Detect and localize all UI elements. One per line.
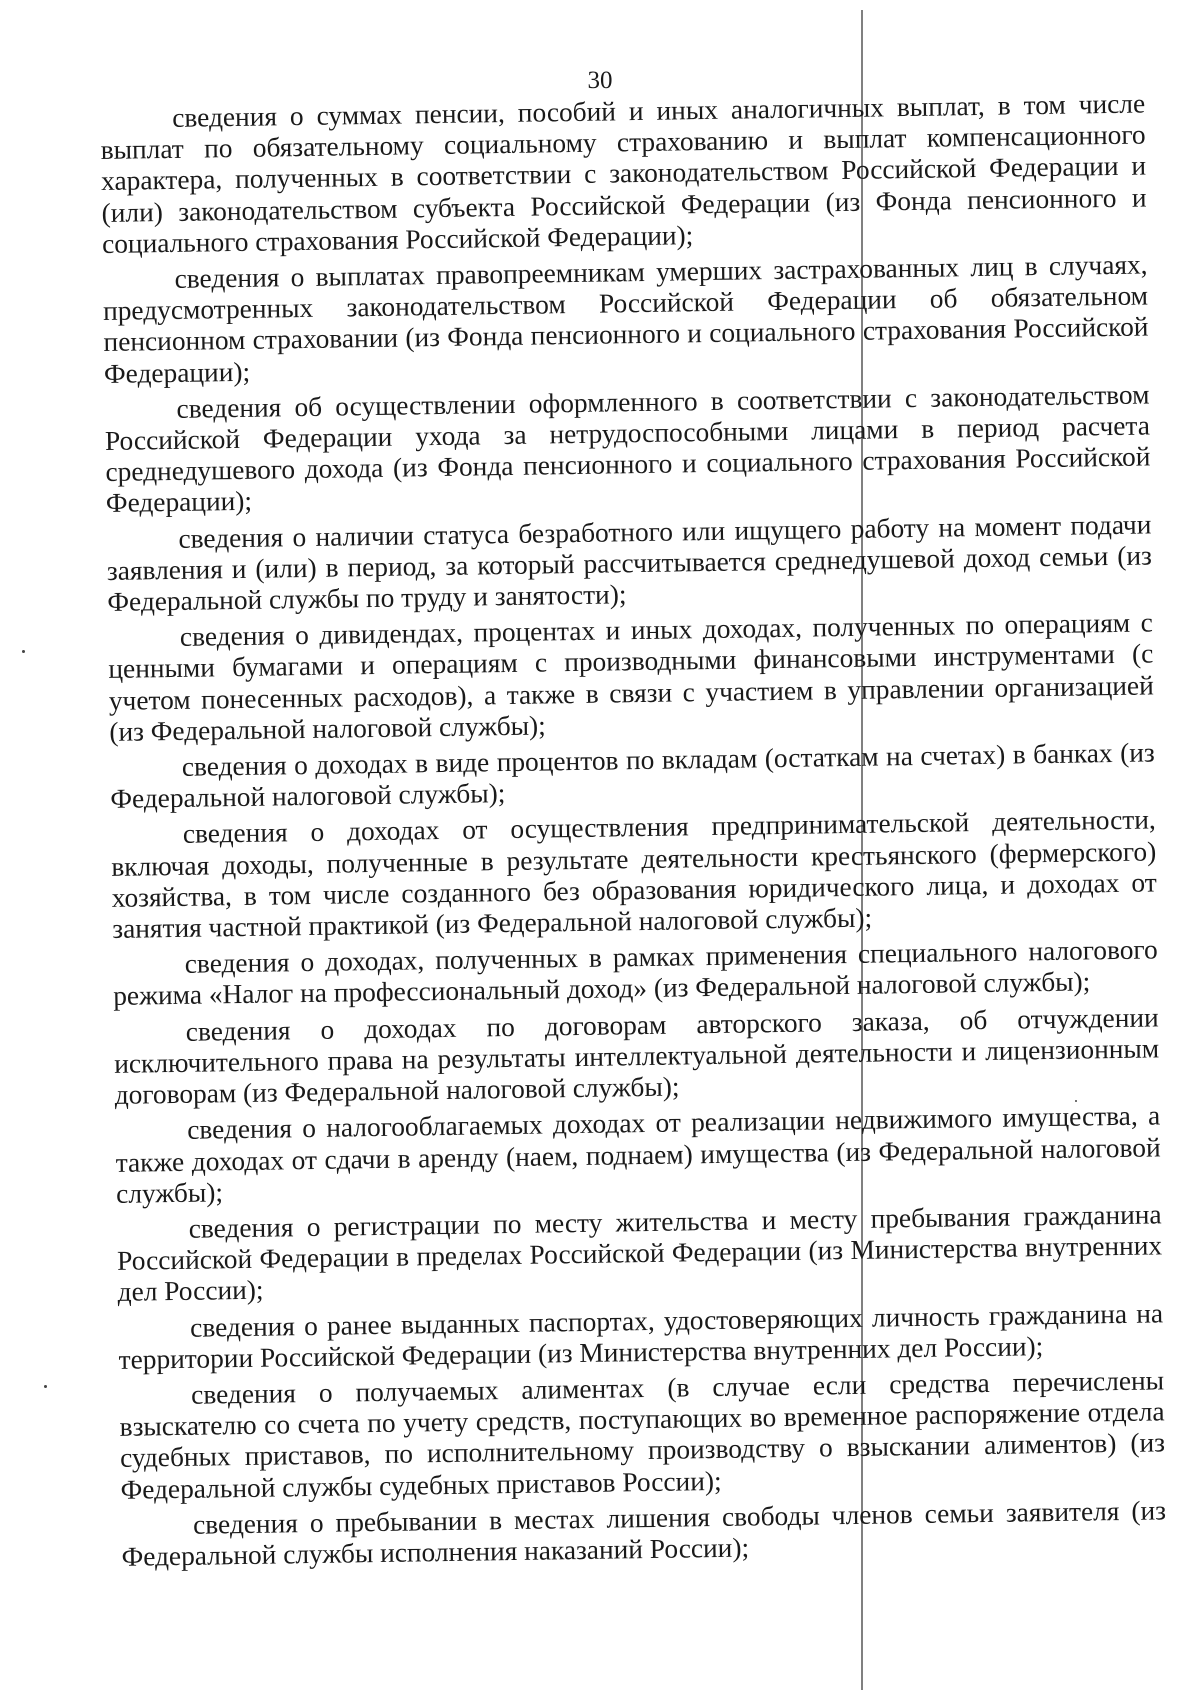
document-body: [100, 88, 1167, 1577]
paragraph: сведения об осуществлении оформленного в соответствии с законодательством Российской Федерации ухода за нетрудоспособными лицами в период расчета среднедушевого дохода (из Фонда пенсионного и социального страхования Российской Федерации);: [104, 379, 1151, 519]
paragraph: сведения о доходах в виде процентов по вкладам (остаткам на счетах) в банках (из Федеральной налоговой службы);: [110, 737, 1155, 815]
scan-speck: [22, 650, 25, 653]
paragraph: сведения о доходах, полученных в рамках применения специального налогового режима «Налог на профессиональный доход» (из Федеральной налоговой службы);: [113, 934, 1158, 1012]
page-number: 30: [587, 67, 613, 94]
paragraph: сведения о пребывании в местах лишения свободы членов семьи заявителя (из Федеральной службы исполнения наказаний России);: [121, 1495, 1167, 1572]
paragraph: сведения о ранее выданных паспортах, удостоверяющих личность гражданина на территории Российской Федерации (из Министерства внутренних дел России);: [118, 1297, 1164, 1375]
paragraph: сведения о доходах от осуществления предпринимательской деятельности, включая доходы, полученные в результате деятельности крестьянского (фермерского) хозяйства, в том числе созданного без образования юридического лица, и доходах от занятия частной практикой (из Федеральной налоговой службы);: [111, 804, 1157, 944]
paragraph: сведения о выплатах правопреемникам умерших застрахованных лиц в случаях, предусмотренных законодательством Российской Федерации об обязательном пенсионном страховании (из Фонда пенсионного и социального страхования Российской Федерации);: [102, 249, 1149, 389]
paragraph: сведения о получаемых алиментах (в случае если средства перечислены взыскателю со счета по учету средств, поступающих во временное распоряжение отдела судебных приставов, по исполнительному производству о взыскании алиментов) (из Федеральной службы судебных приставов России);: [119, 1365, 1166, 1505]
paragraph: сведения о регистрации по месту жительства и месту пребывания гражданина Российской Федерации в пределах Российской Федерации (из Министерства внутренних дел России);: [116, 1199, 1163, 1308]
paragraph: сведения о наличии статуса безработного или ищущего работу на момент подачи заявления и (или) в период, за который рассчитывается среднедушевой доход семьи (из Федеральной службы по труду и занятости);: [106, 509, 1153, 617]
paragraph: сведения о налогооблагаемых доходах от реализации недвижимого имущества, а также доходах от сдачи в аренду (наем, поднаем) имущества (из Федеральной налоговой службы);: [115, 1100, 1161, 1209]
scan-speck: [44, 1385, 47, 1388]
paragraph: сведения о дивидендах, процентах и иных доходах, полученных по операциям с ценными бумагами и операциям с производными финансовыми инструментами (с учетом понесенных расходов), а также в связи с участием в управлении организацией (из Федеральной налоговой службы);: [108, 607, 1154, 747]
paragraph: сведения о суммах пенсии, пособий и иных аналогичных выплат, в том числе выплат по обязательному социальному страхованию и выплат компенсационного характера, полученных в соответствии с законодательством Российской Федерации и (или) законодательством субъекта Российской Федерации (из Фонда пенсионного и социального страхования Российской Федерации);: [100, 88, 1147, 259]
paragraph: сведения о доходах по договорам авторского заказа, об отчуждении исключительного права на результаты интеллектуальной деятельности и лицензионным договорам (из Федеральной налоговой службы);: [114, 1002, 1160, 1110]
